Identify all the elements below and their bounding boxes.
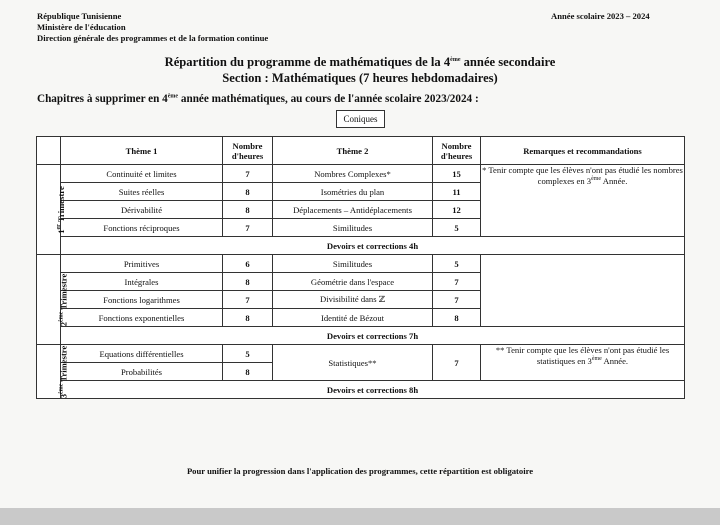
trimester-2-sup: ème <box>58 311 65 322</box>
header-theme1: Thème 1 <box>61 137 223 165</box>
t1-theme1: Dérivabilité <box>61 201 223 219</box>
removed-chapter-box: Coniques <box>336 110 385 128</box>
header-hours2-b: d'heures <box>440 150 473 161</box>
t1-theme1: Suites réelles <box>61 183 223 201</box>
header-remarks: Remarques et recommandations <box>481 137 685 165</box>
trimester-1-remark-b: Année. <box>601 176 628 186</box>
t1-theme2: Isométries du plan <box>273 183 433 201</box>
subtitle-a: Chapitres à supprimer en 4 <box>37 93 168 105</box>
trimester-3-num: 3 <box>58 393 69 398</box>
subtitle-b: année mathématiques, au cours de l'année scolaire 2023/2024 : <box>178 93 479 105</box>
t2-hours2: 7 <box>433 273 481 291</box>
t2-theme1: Intégrales <box>61 273 223 291</box>
title-line-2: Section : Mathématiques (7 heures hebdomadaires) <box>222 71 498 85</box>
trimester-1-num: 1 <box>55 228 66 234</box>
t3-hours1: 8 <box>223 363 273 381</box>
devoirs-row-1 <box>37 237 685 255</box>
t2-hours1: 8 <box>223 309 273 327</box>
t2-hours1: 6 <box>223 255 273 273</box>
trimester-1-word: Trimestre <box>55 185 66 222</box>
header-hours1-b: d'heures <box>231 150 264 161</box>
header-institution <box>37 11 268 44</box>
t2-theme2: Divisibilité dans ℤ <box>273 291 433 309</box>
header-hours2 <box>433 137 481 165</box>
t3-theme1: Equations différentielles <box>61 345 223 363</box>
t2-hours1: 8 <box>223 273 273 291</box>
t1-theme2: Nombres Complexes* <box>273 165 433 183</box>
bottom-note: Pour unifier la progression dans l'application des programmes, cette répartition est obligatoire <box>186 466 534 476</box>
title-line-1-sup: ème <box>450 56 461 63</box>
header-line-republic: République Tunisienne <box>37 11 122 21</box>
t3-hours2: 7 <box>433 345 481 381</box>
trimester-2-word: Trimestre <box>58 273 69 310</box>
trimester-3-label <box>37 345 69 399</box>
header-theme2: Thème 2 <box>273 137 433 165</box>
trimester-3-vertical <box>58 345 68 398</box>
trimester-3-remark-sup: ème <box>591 356 602 363</box>
t2-hours2: 7 <box>433 291 481 309</box>
trimester-3-remark-b: Année. <box>601 356 629 366</box>
t2-theme2: Géométrie dans l'espace <box>273 273 433 291</box>
trimester-1-remark-a: * Tenir compte que les élèves n'ont pas étudié les nombres complexes en 3 <box>482 165 683 186</box>
trimester-3-sup: ème <box>58 383 65 394</box>
trimester-1-sup: er <box>55 223 62 229</box>
t1-hours1: 8 <box>223 201 273 219</box>
header-line-direction: Direction générale des programmes et de la formation continue <box>37 33 269 43</box>
subtitle <box>37 93 479 105</box>
t1-theme1: Continuité et limites <box>61 165 223 183</box>
table-row <box>37 165 685 183</box>
devoirs-3: Devoirs et corrections 8h <box>61 381 685 399</box>
title-line-1 <box>0 55 720 70</box>
t2-hours1: 7 <box>223 291 273 309</box>
footer-band <box>0 508 720 525</box>
t1-hours2: 11 <box>433 183 481 201</box>
t2-hours2: 5 <box>433 255 481 273</box>
trimester-1-remark-sup: ème <box>591 176 602 183</box>
table-header-row <box>37 137 685 165</box>
trimester-2-num: 2 <box>58 321 69 326</box>
t1-theme1: Fonctions réciproques <box>61 219 223 237</box>
t1-hours2: 12 <box>433 201 481 219</box>
t3-hours1: 5 <box>223 345 273 363</box>
devoirs-1: Devoirs et corrections 4h <box>61 237 685 255</box>
header-hours2-a: Nombre <box>441 140 472 151</box>
table-row <box>37 345 685 363</box>
devoirs-row-3 <box>37 381 685 399</box>
program-table <box>36 136 685 399</box>
title-line-1-a: Répartition du programme de mathématiques de la 4 <box>164 55 451 69</box>
header-hours1-a: Nombre <box>232 140 263 151</box>
devoirs-row-2 <box>37 327 685 345</box>
trimester-3-word: Trimestre <box>58 345 69 382</box>
t2-theme1: Fonctions logarithmes <box>61 291 223 309</box>
t2-hours2: 8 <box>433 309 481 327</box>
t1-hours2: 15 <box>433 165 481 183</box>
header-hours1 <box>223 137 273 165</box>
trimester-3-remark-a: ** Tenir compte que les élèves n'ont pas étudié les statistiques en 3 <box>495 345 670 366</box>
t1-hours1: 7 <box>223 219 273 237</box>
devoirs-2: Devoirs et corrections 7h <box>61 327 685 345</box>
header-school-year: Année scolaire 2023 – 2024 <box>551 11 650 21</box>
t1-theme2: Similitudes <box>273 219 433 237</box>
trimester-1-label <box>37 165 66 255</box>
t1-hours2: 5 <box>433 219 481 237</box>
trimester-1-vertical <box>56 186 66 234</box>
t3-theme2: Statistiques** <box>273 345 433 381</box>
t1-hours1: 8 <box>223 183 273 201</box>
subtitle-sup: ème <box>167 93 179 100</box>
t1-theme2: Déplacements – Antidéplacements <box>273 201 433 219</box>
t2-theme2: Similitudes <box>273 255 433 273</box>
trimester-2-label <box>37 255 69 345</box>
trimester-3-remark <box>481 345 685 381</box>
t2-theme1: Fonctions exponentielles <box>61 309 223 327</box>
trimester-2-vertical <box>58 273 68 326</box>
table-row <box>37 255 685 273</box>
trimester-1-remark <box>481 165 685 237</box>
trimester-2-remark <box>481 255 685 327</box>
t2-theme2: Identité de Bézout <box>273 309 433 327</box>
title-line-1-b: année secondaire <box>460 55 556 69</box>
t1-hours1: 7 <box>223 165 273 183</box>
t3-theme1: Probabilités <box>61 363 223 381</box>
header-corner <box>37 137 61 165</box>
t2-theme1: Primitives <box>61 255 223 273</box>
header-line-ministry: Ministère de l'éducation <box>37 22 126 32</box>
